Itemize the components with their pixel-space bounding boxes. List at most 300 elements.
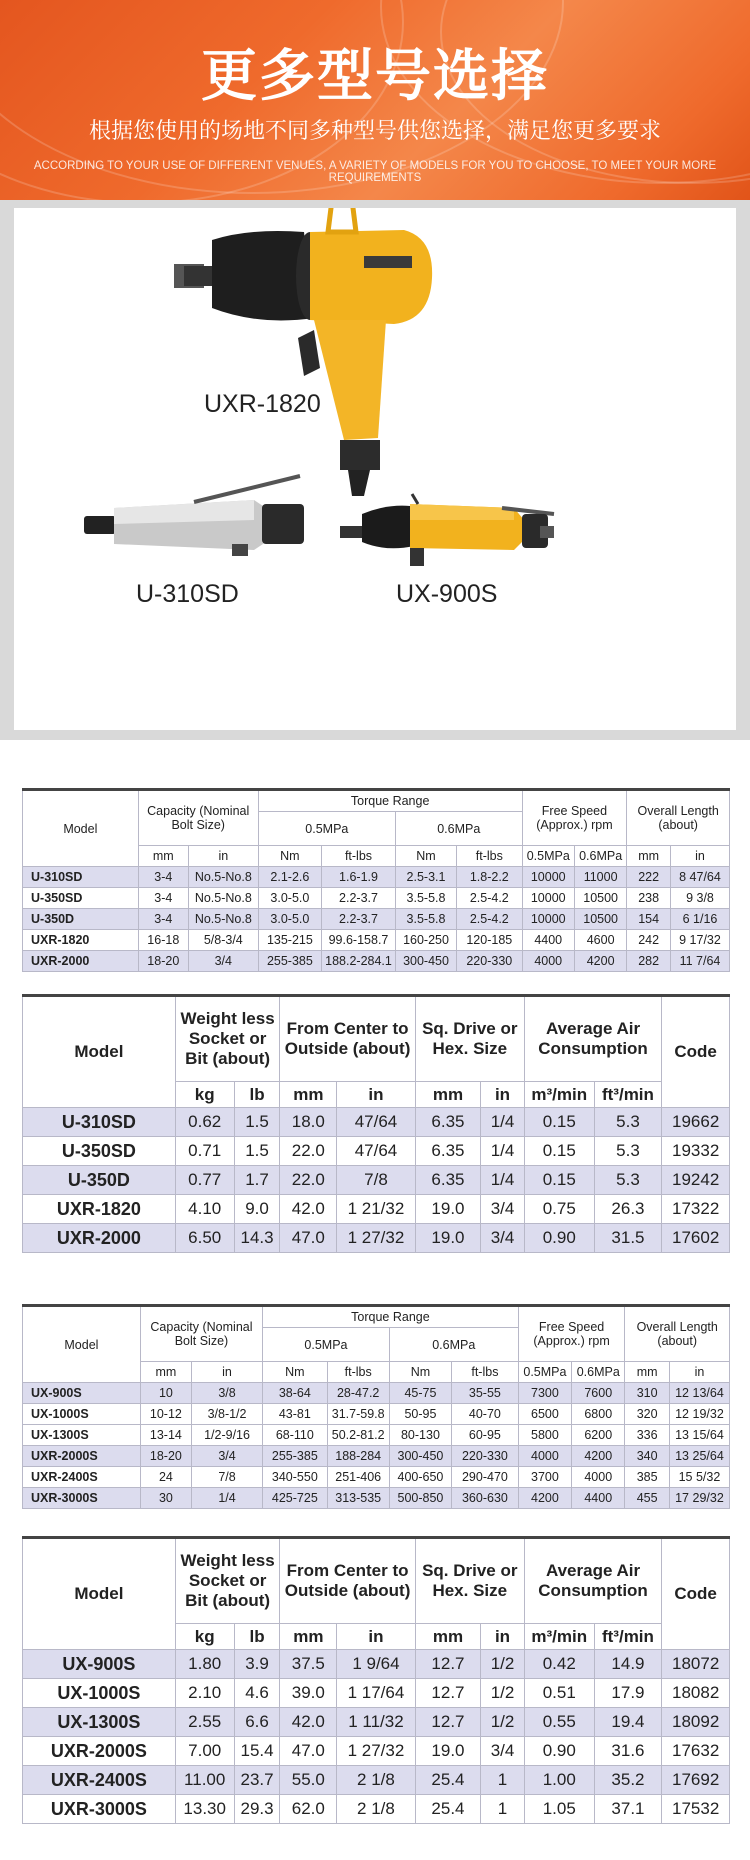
table-cell: 62.0 [280, 1795, 337, 1824]
table-cell: 15 5/32 [669, 1467, 729, 1488]
table-cell: 18-20 [138, 951, 188, 972]
table-cell: 7300 [518, 1383, 571, 1404]
product-photo-panel [14, 208, 736, 730]
table-cell: 2.2-3.7 [322, 888, 396, 909]
table-cell: 42.0 [280, 1195, 337, 1224]
table-cell: 255-385 [258, 951, 321, 972]
col-header-air: Average Air Consumption [524, 1538, 661, 1624]
table-cell: 9 17/32 [670, 930, 729, 951]
col-header-center: From Center to Outside (about) [280, 1538, 415, 1624]
table-cell: 3/8 [191, 1383, 262, 1404]
table-row [23, 1425, 730, 1446]
table-cell: No.5-No.8 [188, 888, 258, 909]
table-cell: 135-215 [258, 930, 321, 951]
unit-mm: mm [415, 1082, 480, 1108]
table-cell: 47.0 [280, 1737, 337, 1766]
table-cell: 340 [625, 1446, 669, 1467]
table-cell: 11000 [574, 867, 626, 888]
table-row [23, 1383, 730, 1404]
table-cell: 188-284 [327, 1446, 389, 1467]
table-cell: 1.00 [524, 1766, 594, 1795]
model-cell: UX-1000S [23, 1404, 141, 1425]
table-cell: 50.2-81.2 [327, 1425, 389, 1446]
spec-table-weight-1 [22, 994, 730, 1253]
col-header-free-speed: Free Speed (Approx.) rpm [522, 790, 627, 846]
table-cell: 28-47.2 [327, 1383, 389, 1404]
table-cell: 10-12 [140, 1404, 191, 1425]
table-cell: 5/8-3/4 [188, 930, 258, 951]
table-cell: 23.7 [234, 1766, 280, 1795]
table-cell: 6800 [572, 1404, 625, 1425]
table-cell: 220-330 [457, 951, 522, 972]
table-row [23, 1404, 730, 1425]
spec-table-torque-1 [22, 788, 730, 972]
table-cell: 18-20 [140, 1446, 191, 1467]
col-header-air: Average Air Consumption [524, 996, 661, 1082]
table-cell: 3/4 [188, 951, 258, 972]
table-cell: 500-850 [389, 1488, 451, 1509]
table-row [23, 1224, 730, 1253]
table-cell: 455 [625, 1488, 669, 1509]
unit-m3: m³/min [524, 1624, 594, 1650]
col-header-length: Overall Length (about) [625, 1306, 730, 1362]
unit-mm: mm [138, 846, 188, 867]
table-cell: 282 [627, 951, 671, 972]
table-cell: 38-64 [263, 1383, 327, 1404]
col-header-06mpa: 0.6MPa [389, 1328, 518, 1362]
table-cell: 6200 [572, 1425, 625, 1446]
unit-in: in [337, 1624, 416, 1650]
unit-kg: kg [175, 1082, 234, 1108]
table-cell: 2 1/8 [337, 1795, 416, 1824]
table-cell: 3-4 [138, 867, 188, 888]
unit-in: in [188, 846, 258, 867]
table-cell: 10000 [522, 909, 574, 930]
table-cell: 385 [625, 1467, 669, 1488]
table-cell: 255-385 [263, 1446, 327, 1467]
table-cell: 400-650 [389, 1467, 451, 1488]
table-cell: 19.0 [415, 1737, 480, 1766]
col-header-code: Code [662, 1538, 730, 1650]
model-cell: UX-1300S [23, 1425, 141, 1446]
table-cell: 0.77 [175, 1166, 234, 1195]
table-cell: 40-70 [452, 1404, 519, 1425]
table-cell: 37.1 [594, 1795, 662, 1824]
unit-in: in [481, 1624, 525, 1650]
banner-subtitle-en: ACCORDING TO YOUR USE OF DIFFERENT VENUES, A VARIETY OF MODELS FOR YOU TO CHOOSE, TO MEET YOUR MORE REQUIREMENTS [33, 160, 717, 184]
table-cell: 4200 [518, 1488, 571, 1509]
table-cell: 188.2-284.1 [322, 951, 396, 972]
table-cell: 1/2 [481, 1650, 525, 1679]
col-header-model: Model [23, 996, 176, 1108]
unit-ftlbs: ft-lbs [457, 846, 522, 867]
col-header-capacity: Capacity (Nominal Bolt Size) [138, 790, 258, 846]
unit-lb: lb [234, 1082, 280, 1108]
table-cell: 2.2-3.7 [322, 909, 396, 930]
table-cell: 7/8 [337, 1166, 416, 1195]
table-cell: 12.7 [415, 1650, 480, 1679]
table-cell: 3.0-5.0 [258, 888, 321, 909]
table-cell: 1/2 [481, 1708, 525, 1737]
table-cell: 154 [627, 909, 671, 930]
spec-table-weight-2 [22, 1536, 730, 1824]
model-cell: U-310SD [23, 867, 139, 888]
col-header-torque: Torque Range [263, 1306, 519, 1328]
table-cell: 6.35 [415, 1108, 480, 1137]
table-cell: 4600 [574, 930, 626, 951]
product-label-u-310sd: U-310SD [136, 580, 239, 608]
unit-nm: Nm [258, 846, 321, 867]
table-row [23, 1467, 730, 1488]
model-cell: UXR-2000S [23, 1737, 176, 1766]
table-cell: 1.05 [524, 1795, 594, 1824]
table-cell: 13 15/64 [669, 1425, 729, 1446]
table-cell: 13 25/64 [669, 1446, 729, 1467]
table-cell: 19.0 [415, 1224, 480, 1253]
table-cell: 3700 [518, 1467, 571, 1488]
table-cell: 3-4 [138, 888, 188, 909]
table-cell: 60-95 [452, 1425, 519, 1446]
table-cell: 16-18 [138, 930, 188, 951]
table-row [23, 1108, 730, 1137]
table-cell: 10500 [574, 888, 626, 909]
unit-mm: mm [140, 1362, 191, 1383]
table-cell: 313-535 [327, 1488, 389, 1509]
table-cell: 25.4 [415, 1766, 480, 1795]
table-row [23, 1650, 730, 1679]
col-header-capacity: Capacity (Nominal Bolt Size) [140, 1306, 262, 1362]
table-cell: 7/8 [191, 1467, 262, 1488]
header-banner [0, 0, 750, 200]
spec-table-torque-2 [22, 1304, 730, 1509]
unit-nm: Nm [263, 1362, 327, 1383]
table-row [23, 1488, 730, 1509]
col-header-code: Code [662, 996, 730, 1108]
table-cell: 10000 [522, 867, 574, 888]
unit-ftlbs: ft-lbs [322, 846, 396, 867]
table-cell: 1 27/32 [337, 1737, 416, 1766]
table-row [23, 1195, 730, 1224]
table-cell: 3/4 [481, 1737, 525, 1766]
table-cell: 13-14 [140, 1425, 191, 1446]
table-cell: 6.50 [175, 1224, 234, 1253]
table-cell: 8 47/64 [670, 867, 729, 888]
table-cell: 2.10 [175, 1679, 234, 1708]
table-cell: 12 13/64 [669, 1383, 729, 1404]
table-cell: 0.62 [175, 1108, 234, 1137]
table-cell: 3/4 [481, 1224, 525, 1253]
table-cell: 68-110 [263, 1425, 327, 1446]
table-cell: 12.7 [415, 1679, 480, 1708]
table-cell: 2 1/8 [337, 1766, 416, 1795]
table-cell: 35-55 [452, 1383, 519, 1404]
table-cell: 1 [481, 1795, 525, 1824]
table-cell: 1.5 [234, 1108, 280, 1137]
col-header-drive: Sq. Drive or Hex. Size [415, 1538, 524, 1624]
model-cell: UXR-1820 [23, 930, 139, 951]
table-cell: 35.2 [594, 1766, 662, 1795]
table-cell: 37.5 [280, 1650, 337, 1679]
table-cell: 50-95 [389, 1404, 451, 1425]
table-cell: 6.35 [415, 1137, 480, 1166]
table-cell: 5800 [518, 1425, 571, 1446]
model-cell: U-350D [23, 909, 139, 930]
table-cell: 19332 [662, 1137, 730, 1166]
table-cell: No.5-No.8 [188, 867, 258, 888]
table-cell: 80-130 [389, 1425, 451, 1446]
model-cell: U-350SD [23, 1137, 176, 1166]
table-cell: 19.4 [594, 1708, 662, 1737]
table-cell: 29.3 [234, 1795, 280, 1824]
table-cell: 4200 [572, 1446, 625, 1467]
unit-nm: Nm [395, 846, 456, 867]
table-cell: 2.1-2.6 [258, 867, 321, 888]
table-cell: 22.0 [280, 1166, 337, 1195]
table-row [23, 1766, 730, 1795]
table-cell: 0.75 [524, 1195, 594, 1224]
table-cell: 4200 [574, 951, 626, 972]
table-cell: 4000 [518, 1446, 571, 1467]
table-cell: 26.3 [594, 1195, 662, 1224]
table-cell: 10500 [574, 909, 626, 930]
table-cell: 1 11/32 [337, 1708, 416, 1737]
unit-in: in [481, 1082, 525, 1108]
unit-in: in [191, 1362, 262, 1383]
table-cell: 5.3 [594, 1166, 662, 1195]
unit-m3: m³/min [524, 1082, 594, 1108]
table-cell: 4400 [572, 1488, 625, 1509]
table-cell: 5.3 [594, 1137, 662, 1166]
table-cell: 9 3/8 [670, 888, 729, 909]
model-cell: UX-900S [23, 1383, 141, 1404]
model-cell: UX-900S [23, 1650, 176, 1679]
table-cell: 3-4 [138, 909, 188, 930]
table-cell: 1.6-1.9 [322, 867, 396, 888]
product-label-ux-900s: UX-900S [396, 580, 498, 608]
table-cell: 0.55 [524, 1708, 594, 1737]
col-header-model: Model [23, 1538, 176, 1650]
table-row [23, 909, 730, 930]
table-row [23, 867, 730, 888]
table-cell: 340-550 [263, 1467, 327, 1488]
model-cell: UXR-2400S [23, 1766, 176, 1795]
table-cell: 1 21/32 [337, 1195, 416, 1224]
table-cell: 3.9 [234, 1650, 280, 1679]
unit-in: in [669, 1362, 729, 1383]
table-cell: 17.9 [594, 1679, 662, 1708]
table-cell: 55.0 [280, 1766, 337, 1795]
model-cell: UX-1000S [23, 1679, 176, 1708]
table-cell: 6 1/16 [670, 909, 729, 930]
col-header-model: Model [23, 790, 139, 867]
table-cell: 222 [627, 867, 671, 888]
table-cell: 4000 [572, 1467, 625, 1488]
banner-subtitle: 根据您使用的场地不同多种型号供您选择，满足您更多要求 [88, 118, 661, 143]
model-cell: UXR-2000S [23, 1446, 141, 1467]
table-cell: 47/64 [337, 1108, 416, 1137]
col-header-05mpa: 0.5MPa [263, 1328, 390, 1362]
table-cell: 47.0 [280, 1224, 337, 1253]
table-cell: 0.51 [524, 1679, 594, 1708]
table-row [23, 1137, 730, 1166]
col-header-length: Overall Length (about) [627, 790, 730, 846]
table-cell: 120-185 [457, 930, 522, 951]
table-cell: 22.0 [280, 1137, 337, 1166]
table-cell: 290-470 [452, 1467, 519, 1488]
table-row [23, 1737, 730, 1766]
table-cell: 13.30 [175, 1795, 234, 1824]
table-cell: 1.8-2.2 [457, 867, 522, 888]
table-cell: 1 [481, 1766, 525, 1795]
col-header-weight: Weight less Socket or Bit (about) [175, 996, 280, 1082]
unit-mm: mm [625, 1362, 669, 1383]
table-cell: 11.00 [175, 1766, 234, 1795]
table-cell: 4.6 [234, 1679, 280, 1708]
table-cell: 360-630 [452, 1488, 519, 1509]
table-cell: 99.6-158.7 [322, 930, 396, 951]
table-cell: 10000 [522, 888, 574, 909]
table-row [23, 1446, 730, 1467]
table-cell: 1/4 [481, 1166, 525, 1195]
model-cell: UX-1300S [23, 1708, 176, 1737]
table-cell: 320 [625, 1404, 669, 1425]
model-cell: U-310SD [23, 1108, 176, 1137]
table-cell: 1.5 [234, 1137, 280, 1166]
model-cell: UXR-3000S [23, 1488, 141, 1509]
banner-title: 更多型号选择 [201, 44, 549, 107]
table-cell: 6500 [518, 1404, 571, 1425]
table-cell: 4400 [522, 930, 574, 951]
unit-ftlbs: ft-lbs [452, 1362, 519, 1383]
table-cell: 251-406 [327, 1467, 389, 1488]
col-header-05mpa: 0.5MPa [258, 812, 395, 846]
table-cell: 30 [140, 1488, 191, 1509]
unit-nm: Nm [389, 1362, 451, 1383]
unit-06mpa: 0.6MPa [572, 1362, 625, 1383]
table-cell: 1.80 [175, 1650, 234, 1679]
unit-in: in [337, 1082, 416, 1108]
table-cell: 242 [627, 930, 671, 951]
table-cell: 17532 [662, 1795, 730, 1824]
table-cell: 15.4 [234, 1737, 280, 1766]
table-cell: 2.5-4.2 [457, 888, 522, 909]
table-cell: 4.10 [175, 1195, 234, 1224]
table-cell: 19662 [662, 1108, 730, 1137]
unit-mm: mm [415, 1624, 480, 1650]
table-cell: 47/64 [337, 1137, 416, 1166]
table-cell: 18092 [662, 1708, 730, 1737]
table-cell: 1 27/32 [337, 1224, 416, 1253]
table-cell: 18.0 [280, 1108, 337, 1137]
table-cell: 220-330 [452, 1446, 519, 1467]
table-cell: 12 19/32 [669, 1404, 729, 1425]
table-cell: 19242 [662, 1166, 730, 1195]
table-cell: 336 [625, 1425, 669, 1446]
table-cell: 14.9 [594, 1650, 662, 1679]
table-cell: 39.0 [280, 1679, 337, 1708]
unit-ftlbs: ft-lbs [327, 1362, 389, 1383]
product-label-uxr-1820: UXR-1820 [204, 390, 321, 418]
unit-kg: kg [175, 1624, 234, 1650]
table-cell: 42.0 [280, 1708, 337, 1737]
table-cell: 1/4 [481, 1108, 525, 1137]
table-cell: 2.5-4.2 [457, 909, 522, 930]
unit-05mpa: 0.5MPa [518, 1362, 571, 1383]
table-cell: 17692 [662, 1766, 730, 1795]
table-cell: 1 9/64 [337, 1650, 416, 1679]
table-cell: 18082 [662, 1679, 730, 1708]
table-cell: 300-450 [389, 1446, 451, 1467]
table-cell: 7600 [572, 1383, 625, 1404]
unit-mm: mm [627, 846, 671, 867]
table-cell: 0.15 [524, 1137, 594, 1166]
table-cell: 18072 [662, 1650, 730, 1679]
table-cell: 12.7 [415, 1708, 480, 1737]
table-cell: 160-250 [395, 930, 456, 951]
unit-ft3: ft³/min [594, 1082, 662, 1108]
unit-mm: mm [280, 1624, 337, 1650]
table-cell: 31.5 [594, 1224, 662, 1253]
model-cell: UXR-2400S [23, 1467, 141, 1488]
table-row [23, 1708, 730, 1737]
table-cell: 19.0 [415, 1195, 480, 1224]
table-cell: 3.5-5.8 [395, 888, 456, 909]
table-cell: 1/4 [191, 1488, 262, 1509]
col-header-center: From Center to Outside (about) [280, 996, 415, 1082]
table-cell: 4000 [522, 951, 574, 972]
table-row [23, 888, 730, 909]
table-cell: 3/8-1/2 [191, 1404, 262, 1425]
table-cell: 5.3 [594, 1108, 662, 1137]
model-cell: U-350SD [23, 888, 139, 909]
table-cell: 0.15 [524, 1166, 594, 1195]
table-cell: 3/4 [191, 1446, 262, 1467]
unit-06mpa: 0.6MPa [574, 846, 626, 867]
table-row [23, 1679, 730, 1708]
table-cell: 6.6 [234, 1708, 280, 1737]
model-cell: UXR-1820 [23, 1195, 176, 1224]
table-cell: No.5-No.8 [188, 909, 258, 930]
col-header-weight: Weight less Socket or Bit (about) [175, 1538, 280, 1624]
table-cell: 24 [140, 1467, 191, 1488]
model-cell: UXR-3000S [23, 1795, 176, 1824]
uxr-1820-tool-image [14, 208, 736, 730]
table-cell: 10 [140, 1383, 191, 1404]
unit-lb: lb [234, 1624, 280, 1650]
unit-mm: mm [280, 1082, 337, 1108]
col-header-06mpa: 0.6MPa [395, 812, 522, 846]
table-cell: 17632 [662, 1737, 730, 1766]
table-cell: 1.7 [234, 1166, 280, 1195]
model-cell: UXR-2000 [23, 1224, 176, 1253]
table-row [23, 1795, 730, 1824]
table-cell: 0.90 [524, 1224, 594, 1253]
table-cell: 0.71 [175, 1137, 234, 1166]
table-cell: 3.0-5.0 [258, 909, 321, 930]
unit-in: in [670, 846, 729, 867]
table-cell: 43-81 [263, 1404, 327, 1425]
table-cell: 238 [627, 888, 671, 909]
table-cell: 31.6 [594, 1737, 662, 1766]
unit-ft3: ft³/min [594, 1624, 662, 1650]
table-cell: 1/4 [481, 1137, 525, 1166]
table-cell: 300-450 [395, 951, 456, 972]
table-cell: 14.3 [234, 1224, 280, 1253]
table-cell: 0.90 [524, 1737, 594, 1766]
table-row [23, 930, 730, 951]
table-cell: 1 17/64 [337, 1679, 416, 1708]
table-row [23, 951, 730, 972]
